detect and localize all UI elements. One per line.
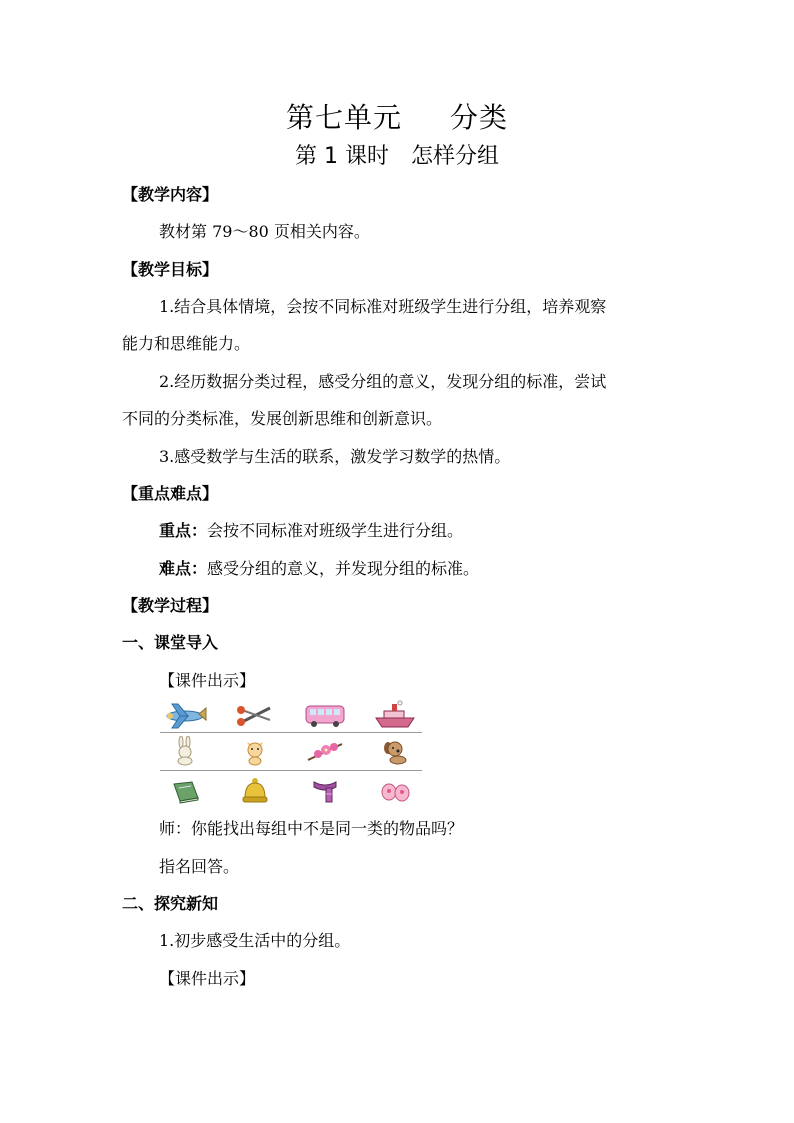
- scissors-icon: [232, 700, 278, 730]
- unit-number: 第七单元: [285, 101, 402, 134]
- content-text: 教材第 79～80 页相关内容。: [159, 222, 370, 241]
- goal-1-line-1: 1.结合具体情境，会按不同标准对班级学生进行分组，培养观察: [159, 297, 607, 316]
- rabbit-icon: [162, 736, 208, 766]
- content-heading: 【教学内容】: [122, 185, 219, 204]
- unit-title: [0, 98, 794, 138]
- dog-icon: [372, 736, 418, 766]
- goal-2-line-2: 不同的分类标准，发展创新思维和创新意识。: [122, 409, 443, 428]
- goal-1-line-2: 能力和思维能力。: [122, 334, 251, 353]
- lesson-number: 第 1 课时: [295, 144, 389, 169]
- key-point: [159, 519, 463, 543]
- goals-heading: 【教学目标】: [122, 260, 219, 279]
- book-icon: [162, 776, 208, 806]
- step-1: 1.初步感受生活中的分组。: [159, 931, 351, 950]
- flower-icon: [302, 736, 348, 766]
- courseware-label-2: 【课件出示】: [159, 969, 256, 988]
- goal-3: 3.感受数学与生活的联系，激发学习数学的热情。: [159, 447, 511, 466]
- bus-icon: [302, 700, 348, 730]
- goal-2-line-1: 2.经历数据分类过程，感受分组的意义，发现分组的标准，尝试: [159, 372, 607, 391]
- cat-icon: [232, 736, 278, 766]
- difficult-point-text: 感受分组的意义，并发现分组的标准。: [207, 559, 480, 578]
- ship-icon: [372, 700, 418, 730]
- key-point-text: 会按不同标准对班级学生进行分组。: [207, 521, 464, 540]
- key-point-label: 重点：: [159, 521, 208, 540]
- hat-icon: [232, 776, 278, 806]
- key-points-heading: 【重点难点】: [122, 484, 219, 503]
- scarf-icon: [302, 776, 348, 806]
- process-heading: 【教学过程】: [122, 596, 219, 615]
- grid-divider: [160, 732, 422, 733]
- grid-divider: [160, 770, 422, 771]
- picture-grid: [160, 698, 422, 808]
- part-1-heading: 一、课堂导入: [122, 633, 219, 652]
- difficult-point-label: 难点：: [159, 559, 208, 578]
- teacher-question: 师：你能找出每组中不是同一类的物品吗？: [159, 819, 464, 838]
- lesson-title: [0, 140, 794, 174]
- part-2-heading: 二、探究新知: [122, 894, 219, 913]
- mittens-icon: [372, 776, 418, 806]
- lesson-name: 怎样分组: [410, 144, 499, 169]
- answer-instruction: 指名回答。: [159, 857, 240, 876]
- unit-topic: 分类: [450, 101, 509, 134]
- airplane-icon: [162, 700, 208, 730]
- difficult-point: [159, 557, 479, 581]
- courseware-label-1: 【课件出示】: [159, 671, 256, 690]
